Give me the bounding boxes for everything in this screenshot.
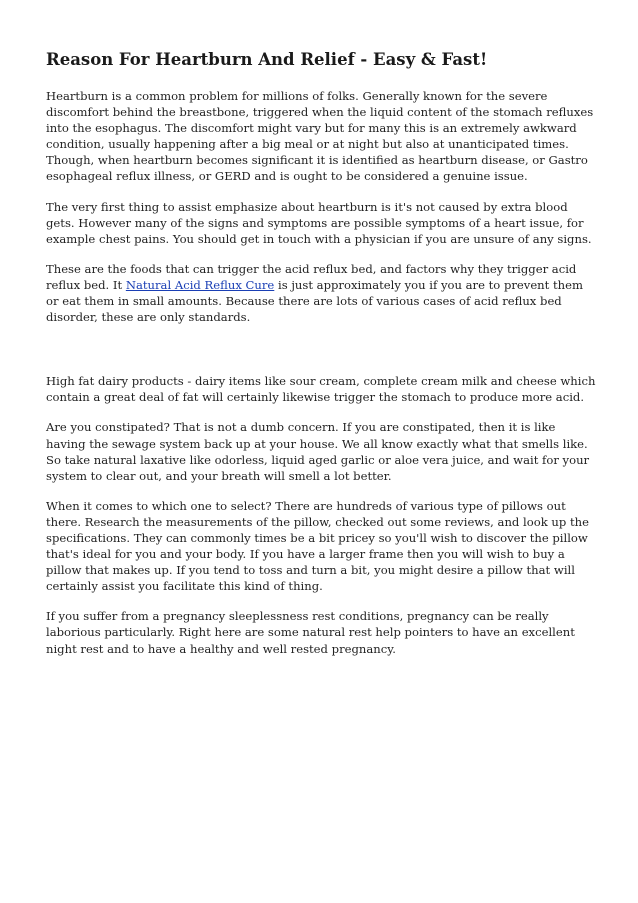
paragraph-first-thing: The very first thing to assist emphasize about heartburn is it's not caused by extra blood gets. However many of the signs and symptoms are possible symptoms of a heart issue, for example chest pains. You should get in touch with a physician if you are unsure of any signs. (46, 199, 592, 246)
natural-acid-reflux-cure-link[interactable]: Natural Acid Reflux Cure (125, 277, 275, 292)
paragraph-constipated: Are you constipated? That is not a dumb concern. If you are constipated, then it is like having the sewage system back up at your house. We all know exactly what that smells like. So take natural laxative like odorless, liquid aged garlic or aloe vera juice, and wait for your system to clear out, and your breath will smell a lot better. (46, 420, 590, 483)
paragraph-pregnancy: If you suffer from a pregnancy sleeplessness rest conditions, pregnancy can be really laborious particularly. Right here are some natural rest help pointers to have an excellent night rest and to have a healthy and well rested pregnancy. (46, 609, 575, 656)
blank-gap (46, 339, 598, 373)
paragraph-pillows: When it comes to which one to select? There are hundreds of various type of pillows out there. Research the measurements of the pillow, checked out some reviews, and look up the specifications. They can commonly times be a bit pricey so you'll wish to discover the pillow that's ideal for you and your body. If you have a larger frame then you will wish to buy a pillow that makes up. If you tend to toss and turn a bit, you might desire a pillow that will certainly assist you facilitate this kind of thing. (46, 498, 589, 594)
document-page (46, 48, 598, 671)
paragraph-intro: Heartburn is a common problem for millions of folks. Generally known for the severe discomfort behind the breastbone, triggered when the liquid content of the stomach refluxes into the esophagus. The discomfort might vary but for many this is an extremely awkward condition, usually happening after a big meal or at night but also at unanticipated times. Though, when heartburn becomes significant it is identified as heartburn disease, or Gastro esophageal reflux illness, or GERD and is ought to be considered a genuine issue. (46, 89, 594, 184)
paragraph-foods-text-after: is just approximately you if you are to prevent them or eat them in small amounts. Because there are lots of various cases of acid reflux bed disorder, these are only standards. (46, 277, 583, 325)
paragraph-foods-text-before: These are the foods that can trigger the acid reflux bed, and factors why they trigger acid reflux bed. It (46, 261, 577, 292)
paragraph-foods (46, 261, 598, 325)
paragraph-dairy: High fat dairy products - dairy items like sour cream, complete cream milk and cheese which contain a great deal of fat will certainly likewise trigger the stomach to produce more acid. (46, 374, 596, 405)
document-title: Reason For Heartburn And Relief - Easy & Fast! (46, 50, 488, 69)
